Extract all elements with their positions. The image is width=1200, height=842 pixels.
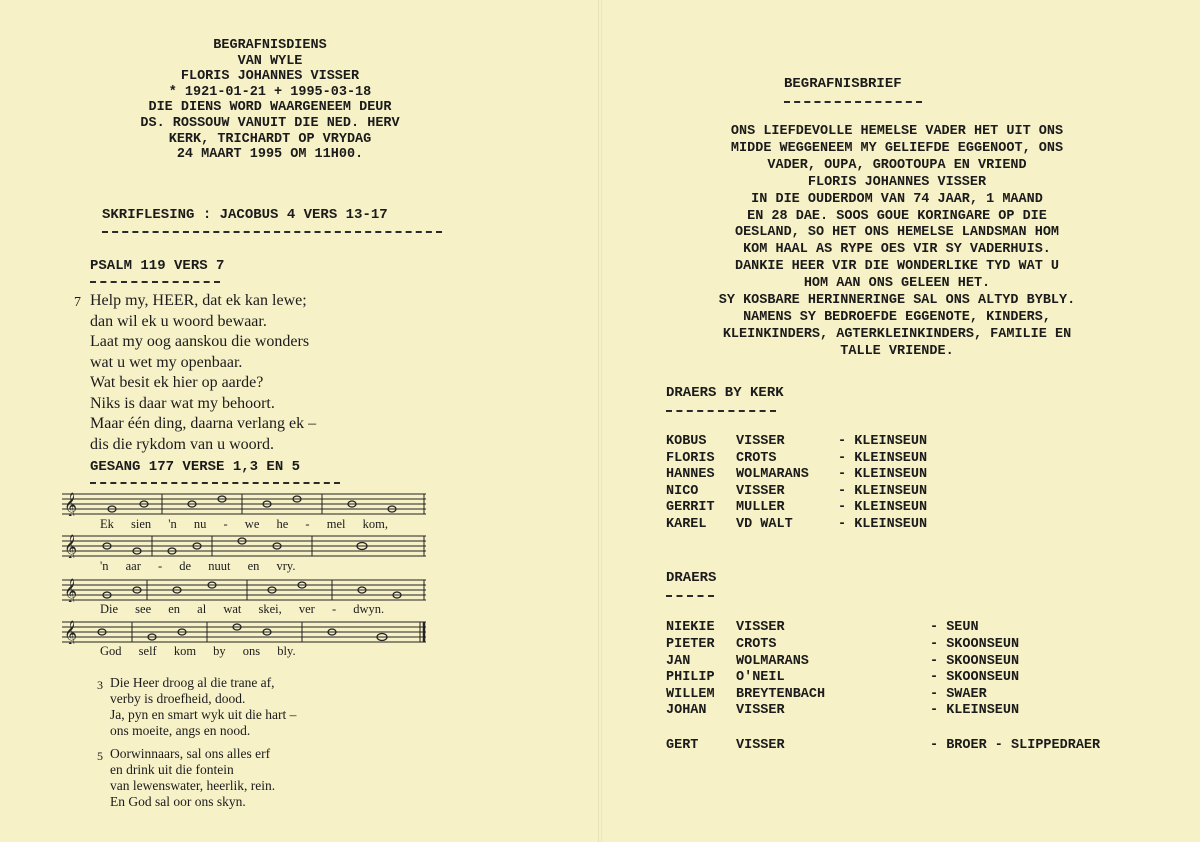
first-name: JOHAN	[666, 703, 707, 719]
heading-line: DIE DIENS WORD WAARGENEEM DEUR	[148, 100, 392, 116]
verse-number: 3	[97, 678, 103, 692]
music-staff-1	[62, 492, 426, 516]
heading-line: FLORIS JOHANNES VISSER	[180, 69, 360, 85]
first-name: WILLEM	[666, 686, 715, 702]
right-page	[602, 0, 1200, 842]
last-name: MULLER	[736, 500, 785, 516]
relation: - KLEINSEUN	[838, 500, 928, 516]
first-name: JAN	[666, 653, 691, 669]
bearers-underline	[666, 595, 714, 597]
table-row	[666, 500, 927, 517]
letter-line: EN 28 DAE. SOOS GOUE KORINGARE OP DIE	[747, 208, 1047, 224]
first-name: KAREL	[666, 516, 707, 532]
letter-line: KLEINKINDERS, AGTERKLEINKINDERS, FAMILIE EN	[722, 326, 1072, 342]
first-name: FLORIS	[666, 450, 715, 466]
first-name: PIETER	[666, 637, 715, 652]
relation: - KLEINSEUN	[838, 434, 928, 449]
table-row	[666, 434, 927, 451]
table-row	[666, 654, 1019, 671]
first-name: PHILIP	[666, 670, 715, 686]
heading-line: KERK, TRICHARDT OP VRYDAG	[168, 131, 372, 147]
last-name: VISSER	[736, 738, 785, 753]
svg-text:𝄞: 𝄞	[64, 578, 78, 602]
first-name: NICO	[666, 483, 699, 499]
psalm-line: dis die rykdom van u woord.	[90, 435, 274, 453]
bearers-title: DRAERS	[666, 570, 717, 586]
heading-line: 24 MAART 1995 OM 11H00.	[176, 147, 364, 163]
relation: - KLEINSEUN	[838, 516, 928, 532]
verse-line: En God sal oor ons skyn.	[110, 794, 246, 809]
table-row	[666, 738, 1100, 755]
svg-text:𝄞: 𝄞	[64, 620, 78, 644]
table-row	[666, 637, 1019, 654]
psalm-line: wat u wet my openbaar.	[90, 353, 243, 371]
letter-title-underline	[784, 101, 922, 103]
relation: - SWAER	[930, 686, 987, 702]
table-row	[666, 703, 1019, 720]
music-staff-2	[62, 534, 426, 558]
verse-number: 7	[74, 295, 81, 310]
heading-line: DS. ROSSOUW VANUIT DIE NED. HERV	[140, 115, 400, 131]
first-name: NIEKIE	[666, 620, 715, 635]
left-page	[0, 0, 598, 842]
verse-line: en drink uit die fontein	[110, 762, 234, 777]
relation: - BROER - SLIPPEDRAER	[930, 738, 1101, 753]
scripture-underline	[102, 231, 442, 233]
church-bearers-table	[666, 434, 927, 534]
last-name: CROTS	[736, 450, 777, 466]
relation: - KLEINSEUN	[838, 483, 928, 499]
heading-line: BEGRAFNISDIENS	[213, 38, 327, 53]
psalm-line: dan wil ek u woord bewaar.	[90, 312, 267, 330]
service-heading	[80, 38, 460, 163]
gesang-verse-3	[97, 675, 297, 739]
table-row	[666, 484, 927, 501]
psalm-line: Niks is daar wat my behoort.	[90, 394, 275, 412]
psalm-line: Wat besit ek hier op aarde?	[90, 374, 264, 391]
verse-line: Oorwinnaars, sal ons alles erf	[110, 746, 271, 761]
psalm-text	[74, 291, 317, 455]
last-name: VD WALT	[736, 516, 793, 532]
gesang-title: GESANG 177 VERSE 1,3 EN 5	[90, 459, 301, 475]
letter-line: MIDDE WEGGENEEM MY GELIEFDE EGGENOOT, ONS	[730, 140, 1064, 156]
letter-line: IN DIE OUDERDOM VAN 74 JAAR, 1 MAAND	[751, 191, 1043, 207]
gesang-underline	[90, 482, 340, 484]
svg-text:𝄞: 𝄞	[64, 534, 78, 558]
verse-line: van lewenswater, heerlik, rein.	[110, 778, 276, 793]
verse-line: ons moeite, angs en nood.	[110, 723, 251, 738]
verse-line: verby is droefheid, dood.	[110, 691, 246, 706]
table-row	[666, 467, 927, 484]
table-row	[666, 687, 1019, 704]
lyrics-line: 'n aar - de nuut en vry.	[100, 559, 296, 573]
letter-line: VADER, OUPA, GROOTOUPA EN VRIEND	[767, 157, 1027, 173]
psalm-line: Laat my oog aanskou die wonders	[90, 333, 310, 350]
first-name: GERT	[666, 738, 699, 753]
letter-line: SY KOSBARE HERINNERINGE SAL ONS ALTYD BYBLY.	[718, 293, 1076, 309]
verse-number: 5	[97, 749, 103, 763]
table-row	[666, 451, 927, 468]
heading-line: * 1921-01-21 + 1995-03-18	[168, 84, 372, 100]
church-bearers-underline	[666, 410, 776, 412]
first-name: HANNES	[666, 467, 715, 483]
relation: - KLEINSEUN	[838, 450, 928, 466]
last-name: O'NEIL	[736, 670, 785, 686]
letter-line: NAMENS SY BEDROEFDE EGGENOTE, KINDERS,	[743, 309, 1051, 325]
bearers-table-cont	[666, 637, 1019, 720]
letter-line: DANKIE HEER VIR DIE WONDERLIKE TYD WAT U	[734, 259, 1060, 275]
pall-bearer-row	[666, 738, 1100, 755]
last-name: VISSER	[736, 703, 785, 719]
lyrics-line: Die see en al wat skei, ver - dwyn.	[100, 602, 385, 616]
verse-line: Die Heer droog al die trane af,	[110, 675, 275, 690]
lyrics-line: Ek sien 'n nu - we he - mel kom,	[100, 517, 388, 531]
last-name: CROTS	[736, 637, 777, 652]
relation: - SKOONSEUN	[930, 653, 1020, 669]
letter-line: FLORIS JOHANNES VISSER	[807, 174, 987, 190]
relation: - SEUN	[930, 620, 979, 635]
table-row	[666, 620, 979, 637]
music-staff-4	[62, 620, 426, 644]
bearers-table	[666, 620, 979, 637]
funeral-letter	[657, 124, 1137, 361]
letter-line: HOM AAN ONS GELEEN HET.	[803, 276, 991, 292]
psalm-title: PSALM 119 VERS 7	[90, 258, 225, 274]
table-row	[666, 670, 1019, 687]
scripture-reading: SKRIFLESING : JACOBUS 4 VERS 13-17	[102, 207, 388, 223]
lyrics-line: God self kom by ons bly.	[100, 644, 296, 658]
first-name: KOBUS	[666, 434, 707, 449]
psalm-line: Maar één ding, daarna verlang ek –	[90, 415, 317, 432]
letter-line: OESLAND, SO HET ONS HEMELSE LANDSMAN HOM	[734, 225, 1060, 241]
relation: - KLEINSEUN	[930, 703, 1020, 719]
first-name: GERRIT	[666, 500, 715, 516]
gesang-verse-5	[97, 746, 276, 810]
letter-line: TALLE VRIENDE.	[840, 343, 954, 359]
last-name: VISSER	[736, 620, 785, 635]
last-name: WOLMARANS	[736, 653, 809, 669]
svg-text:𝄞: 𝄞	[64, 492, 78, 516]
psalm-line: Help my, HEER, dat ek kan lewe;	[90, 292, 307, 309]
heading-line: VAN WYLE	[237, 53, 303, 69]
psalm-underline	[90, 281, 220, 283]
table-row	[666, 517, 927, 534]
music-staff-3	[62, 578, 426, 602]
letter-title: BEGRAFNISBRIEF	[784, 76, 902, 92]
relation: - SKOONSEUN	[930, 637, 1020, 652]
letter-line: ONS LIEFDEVOLLE HEMELSE VADER HET UIT ONS	[730, 124, 1064, 139]
last-name: WOLMARANS	[736, 467, 809, 483]
last-name: BREYTENBACH	[736, 686, 826, 702]
letter-line: KOM HAAL AS RYPE OES VIR SY VADERHUIS.	[743, 242, 1051, 258]
verse-line: Ja, pyn en smart wyk uit die hart –	[110, 707, 297, 722]
relation: - SKOONSEUN	[930, 670, 1020, 686]
church-bearers-title: DRAERS BY KERK	[666, 385, 784, 401]
relation: - KLEINSEUN	[838, 467, 928, 483]
last-name: VISSER	[736, 434, 785, 449]
last-name: VISSER	[736, 483, 785, 499]
